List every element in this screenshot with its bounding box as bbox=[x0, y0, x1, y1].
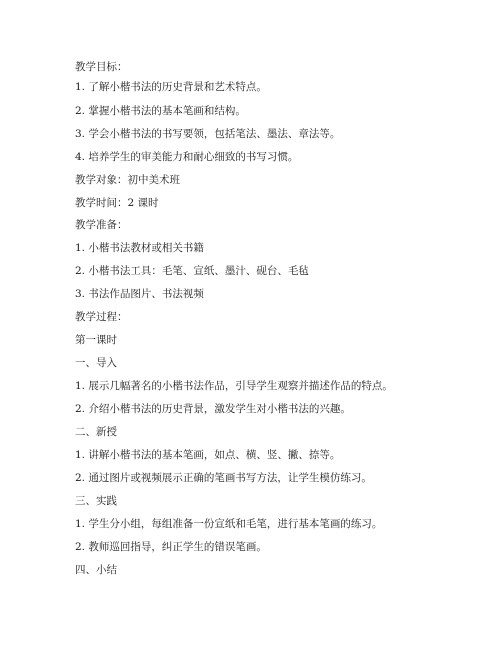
objective-item-4: 4. 培养学生的审美能力和耐心细致的书写习惯。 bbox=[75, 151, 299, 163]
teaching-target-line: 教学对象：初中美术班 bbox=[75, 174, 180, 186]
new-lesson-item-2: 2. 通过图片或视频展示正确的笔画书写方法，让学生模仿练习。 bbox=[75, 472, 372, 484]
preparation-item-2: 2. 小楷书法工具：毛笔、宣纸、墨汁、砚台、毛毡 bbox=[75, 265, 309, 277]
preparation-heading: 教学准备： bbox=[75, 219, 128, 231]
objective-item-2: 2. 掌握小楷书法的基本笔画和结构。 bbox=[75, 105, 246, 117]
objective-item-1: 1. 了解小楷书法的历史背景和艺术特点。 bbox=[75, 81, 267, 93]
preparation-item-3: 3. 书法作品图片、书法视频 bbox=[75, 288, 204, 300]
practice-item-1: 1. 学生分小组，每组准备一份宣纸和毛笔，进行基本笔画的练习。 bbox=[75, 518, 383, 530]
new-lesson-item-1: 1. 讲解小楷书法的基本笔画，如点、横、竖、撇、捺等。 bbox=[75, 449, 341, 461]
section-practice-heading: 三、实践 bbox=[75, 495, 117, 507]
section-new-lesson-heading: 二、新授 bbox=[75, 426, 117, 438]
objective-item-3: 3. 学会小楷书法的书写要领，包括笔法、墨法、章法等。 bbox=[75, 128, 341, 140]
section-summary-heading: 四、小结 bbox=[75, 564, 117, 576]
lesson-one-heading: 第一课时 bbox=[75, 334, 117, 346]
intro-item-1: 1. 展示几幅著名的小楷书法作品，引导学生观察并描述作品的特点。 bbox=[75, 380, 393, 392]
preparation-item-1: 1. 小楷书法教材或相关书籍 bbox=[75, 242, 204, 254]
teaching-objectives-heading: 教学目标： bbox=[75, 61, 128, 73]
section-intro-heading: 一、导入 bbox=[75, 357, 117, 369]
practice-item-2: 2. 教师巡回指导，纠正学生的错误笔画。 bbox=[75, 541, 267, 553]
teaching-time-line: 教学时间：2 课时 bbox=[75, 197, 159, 209]
process-heading: 教学过程： bbox=[75, 311, 128, 323]
intro-item-2: 2. 介绍小楷书法的历史背景，激发学生对小楷书法的兴趣。 bbox=[75, 403, 351, 415]
